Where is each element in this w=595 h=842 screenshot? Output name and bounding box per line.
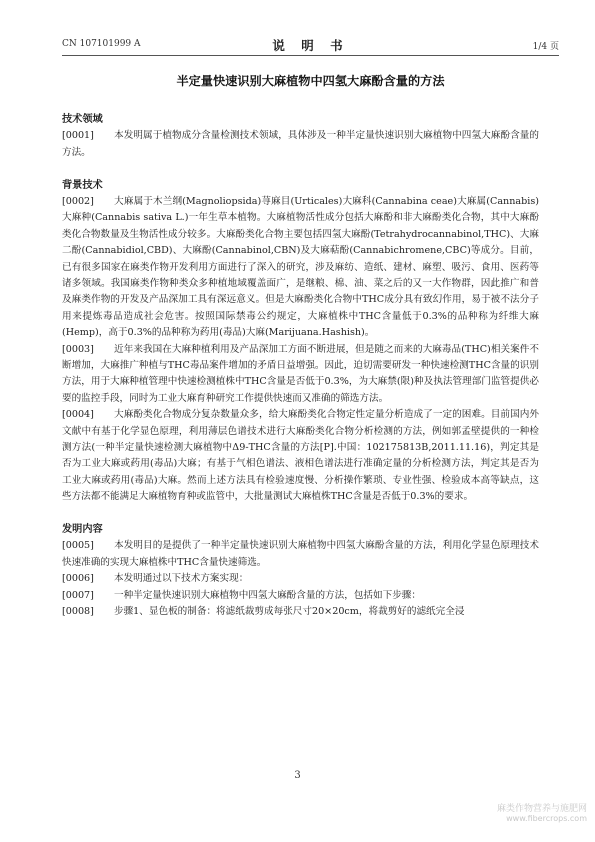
section-heading: 背景技术 [62,179,103,191]
paragraph [62,588,539,604]
paragraph-text: 大麻酚类化合物成分复杂数量众多，给大麻酚类化合物定性定量分析造成了一定的困难。目前国内外文献中有基于化学显色原理，利用薄层色谱技术进行大麻酚类化合物分析检测的方法，例如郭孟壁提供的一种检测方法(一种半定量快速检测大麻植物中Δ9-THC含量的方法[P].中国：102175813B,2011.11.16)，判定其是否为工业大麻或药用(毒品)大麻；有基于气相色谱法、液相色谱法进行准确定量的分析检测方法，判定其是否为工业大麻或药用(毒品)大麻。然而上述方法具有检验速度慢、分析操作繁琐、专业性强、检验成本高等缺点，这些方法都不能满足大麻植物育种或监管中，大批量测试大麻植株THC含量是否低于0.3%的要求。 [62,409,539,503]
page-header [62,36,559,52]
paragraph [62,604,539,620]
paragraph-number: [0008] [62,606,94,618]
paragraph-text: 近年来我国在大麻种植利用及产品深加工方面不断进展，但是随之而来的大麻毒品(THC)相关案件不断增加，大麻推广种植与THC毒品案件增加的矛盾日益增强。因此，迫切需要研发一种快速检测THC含量的识别方法，用于大麻种植管理中快速检测植株中THC含量是否低于0.3%，为大麻禁(限)种及执法管理部门监管提供必要的监控手段，同时为工业大麻育种研究工作提供快速而又准确的筛选方法。 [62,343,539,404]
section-technical-field [62,112,539,161]
paragraph [62,342,539,408]
paragraph [62,128,539,161]
doc-number: CN 107101999 A [62,39,141,49]
paragraph-number: [0007] [62,589,94,601]
header-rule [62,55,559,56]
paragraph [62,194,539,342]
watermark-url: www.fibercrops.com [506,814,587,823]
section-heading: 发明内容 [62,524,103,536]
section-heading: 技术领域 [62,114,103,125]
page-title: 半定量快速识别大麻植物中四氢大麻酚含量的方法 [176,74,445,88]
paragraph-text: 本发明属于植物成分含量检测技术领域，具体涉及一种半定量快速识别大麻植物中四氢大麻酚含量的方法。 [62,130,539,158]
paragraph [62,571,539,587]
watermark-name: 麻类作物营养与施肥网 [496,804,587,814]
paragraph-text: 本发明通过以下技术方案实现： [114,573,249,585]
paragraph [62,538,539,571]
paragraph [62,407,539,505]
paragraph-number: [0003] [62,343,94,355]
document-body [62,112,539,621]
paragraph-text: 一种半定量快速识别大麻植物中四氢大麻酚含量的方法，包括如下步骤： [114,589,421,601]
paragraph-text: 大麻属于木兰纲(Magnoliopsida)荨麻目(Urticales)大麻科(Cannabina ceae)大麻属(Cannabis)大麻种(Cannabis sativa L.)一年生草本植物。大麻植物活性成分包括大麻酚和非大麻酚类化合物，其中大麻酚类化合物数量及生物活性成分较多。大麻酚类化合物主要包括四氢大麻酚(Tetrahydrocannabinol,THC)、大麻二酚(Cannabidiol,CBD)、大麻酚(Cannabinol,CBN)及大麻萜酚(Cannabichromene,CBC)等成分。目前，已有很多国家在麻类作物开发利用方面进行了深入的研究，涉及麻纺、造纸、建材、麻塑、吸污、食用、医药等诸多领域。我国麻类作物种类众多种植地域覆盖面广，是继粮、棉、油、菜之后的又一大作物群，因此推广和普及麻类作物的开发及产品深加工具有深远意义。但是大麻酚类化合物中THC成分具有致幻作用，易于被不法分子用来提炼毒品造成社会危害。按照国际禁毒公约规定，大麻植株中THC含量低于0.3%的品种称为纤维大麻(Hemp)，高于0.3%的品种称为药用(毒品)大麻(Marijuana.Hashish)。 [62,195,539,339]
page-indicator: 1/4 页 [532,42,559,52]
paragraph-number: [0002] [62,195,94,207]
paragraph-number: [0005] [62,540,94,552]
section-background [62,178,539,506]
paragraph-text: 本发明目的是提供了一种半定量快速识别大麻植物中四氢大麻酚含量的方法，利用化学显色原理技术快速准确的实现大麻植株中THC含量快速筛选。 [62,540,539,568]
paragraph-number: [0004] [62,409,94,421]
section-summary [62,522,539,620]
paragraph-text: 步骤1、显色板的制备：将滤纸裁剪成每张尺寸20×20cm，将裁剪好的滤纸完全浸 [114,606,465,618]
paragraph-number: [0001] [62,130,94,142]
page-number: 3 [294,770,301,781]
doc-type: 说 明 书 [272,38,349,53]
paragraph-number: [0006] [62,573,94,585]
site-watermark [497,804,587,824]
